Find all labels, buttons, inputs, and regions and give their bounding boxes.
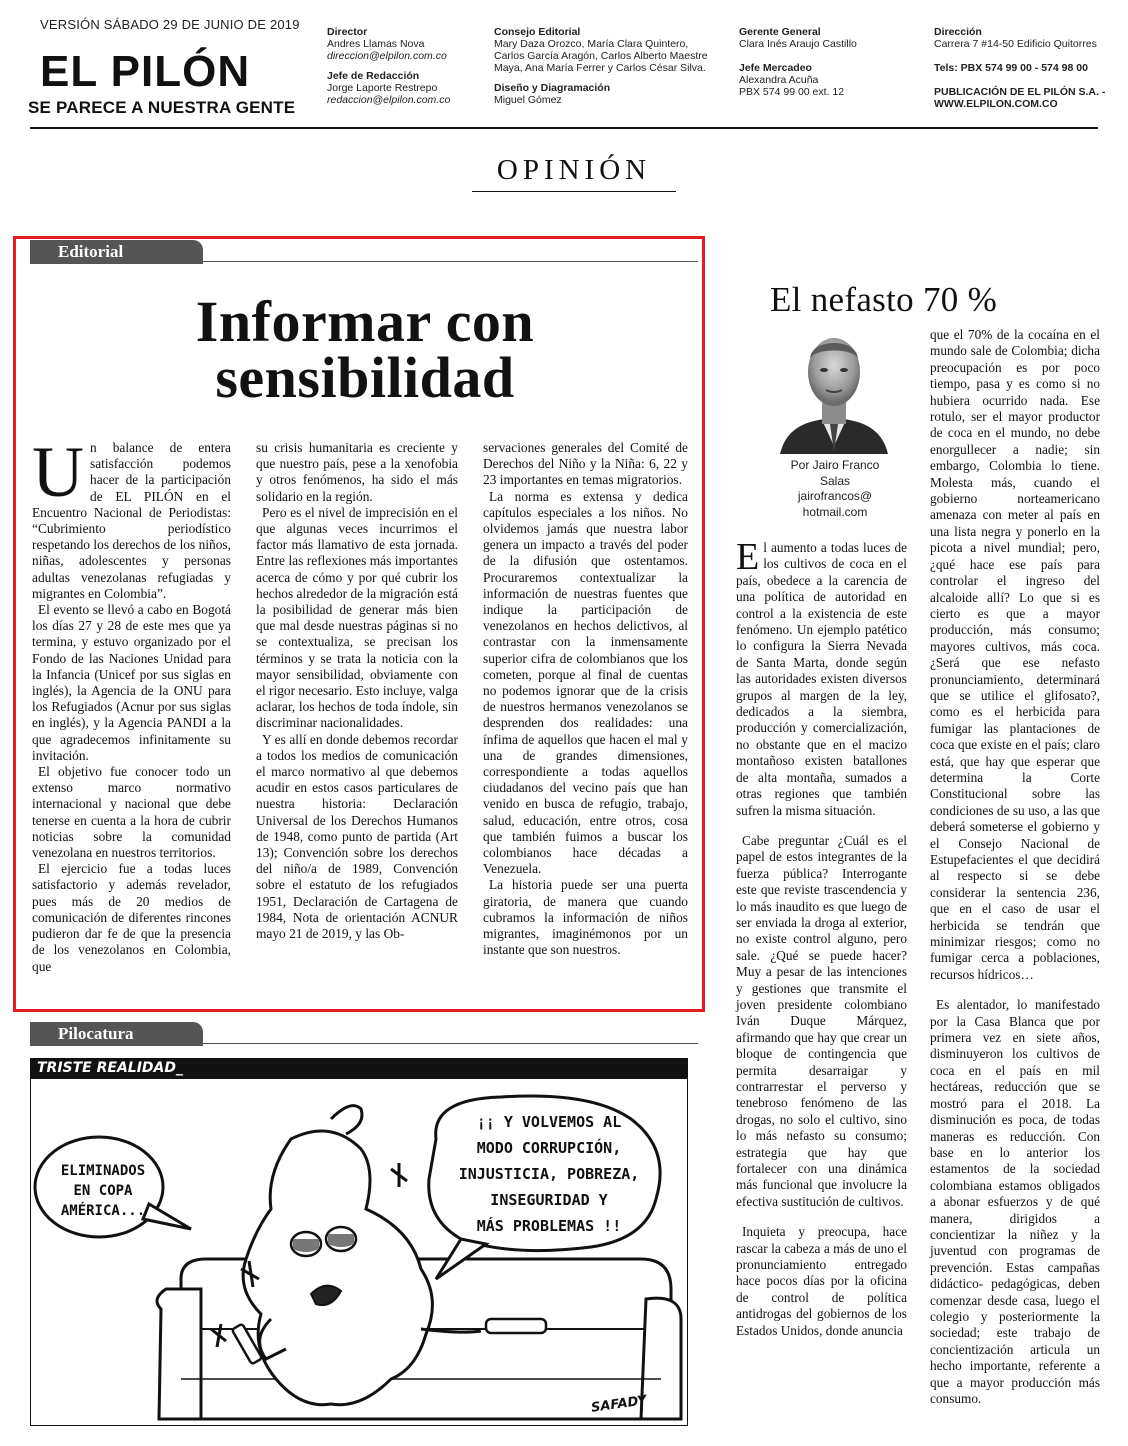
editorial-paragraph: Y es allí en donde debemos recordar a todos los medios de comunicación el marco normativo al que debemos acudir en estos casos particulares de nuestra historia: Declaración Universal de los Derechos Humanos de 1948, como punto de partida (Art 13); Convención sobre los derechos del niño/a de 1989, Convención sobre el estatuto de los refugiados 1951, Declaración de Cartagena de 1984, Nota de orientación ACNUR mayo 21 de 2019, y las Ob-: [256, 731, 458, 942]
editorial-paragraph: El ejercicio fue a todas luces satisfactorio y además revelador, pues más de 20 medios de comunicación de diferentes rincones pudieron dar fe de que la presencia de los venezolanos en Colombia, que: [32, 861, 231, 974]
bubble-right-line: MODO CORRUPCIÓN,: [476, 1139, 622, 1157]
section-title-underline: [472, 191, 676, 192]
diseno-name: Miguel Gómez: [494, 94, 562, 106]
headline-line-1: Informar con: [195, 289, 535, 354]
mercadeo-phone: PBX 574 99 00 ext. 12: [739, 86, 845, 98]
opinion-paragraph: l aumento a todas luces de los cultivos de coca en el país, obedece a la carencia de una política de autoridad en control a la existencia de este fenómeno. Un ejemplo patético lo configura la Sierra Nevada de Santa Marta, donde según las autoridades existen diversos grupos al margen de la ley, dedicados a la siembra, producción y comercialización, no obstante que en el macizo montañoso existen batallones de alta montaña, sumados a otras regiones que también sufren la misma situación.: [736, 540, 907, 818]
director-email: direccion@elpilon.com.co: [327, 50, 447, 62]
cartoon-tab-bar: [30, 1022, 698, 1044]
edition-date: VERSIÓN SÁBADO 29 DE JUNIO DE 2019: [40, 17, 300, 32]
publicacion: PUBLICACIÓN DE EL PILÓN S.A. -: [934, 86, 1106, 98]
byline-author-1: Por Jairo Franco: [790, 458, 880, 472]
direccion-label: Dirección: [934, 26, 982, 38]
bubble-right-line: ¡¡ Y VOLVEMOS AL: [476, 1113, 622, 1131]
consejo-names-2: Carlos García Aragón, Carlos Alberto Maestre: [494, 50, 708, 62]
opinion-paragraph: Inquieta y preocupa, hace rascar la cabeza a más de uno el pronunciamiento entregado hace pocos días por la oficina de control de política antidrogas del gobiernos de los Estados Unidos, donde anuncia: [736, 1224, 907, 1338]
bubble-right-line: INJUSTICIA, POBREZA,: [458, 1165, 640, 1183]
opinion-paragraph: Es alentador, lo manifestado por la Casa Blanca que por primera vez en siete años, disminuyeron los cultivos de coca en el país en mil hectáreas, reducción que se mostró para el 2018. La disminución es poca, de todas maneras es reducción. Con base en lo anterior los estamentos de la sociedad colombiana estamos obligados a abonar esfuerzos y de qué manera, dirigidos a concientizar la niñez y la juventud con programas de prevención. Estas campañas didáctico- pedagógicas, deben comenzar desde casa, luego el colegio y posteriormente la sociedad; este trabajo de concientización articula un hecho importante, referente a que a mayor producción más consumo.: [930, 997, 1100, 1406]
editorial-column-3: [483, 440, 688, 959]
editorial-paragraph: n balance de entera satisfacción podemos hacer de la participación de EL PILÓN en el Encuentro Nacional de Periodistas: “Cubrimiento periodístico respetando los derechos de los niños, niñas, adolescentes y personas adultas venezolanas refugiadas y migrantes en Colombia”.: [32, 440, 231, 601]
masthead-divider: [30, 127, 1098, 129]
editorial-tab: Editorial: [30, 240, 203, 264]
telephones: Tels: PBX 574 99 00 - 574 98 00: [934, 62, 1088, 74]
opinion-paragraph: Cabe preguntar ¿Cuál es el papel de estos integrantes de la fuerza pública? Interrogante este que reviste trascendencia y lo más inaudito es que luego de ser enviada la droga al exterior, no existe control alguno, pero sale. ¿Qué se puede hacer? Muy a pesar de las intenciones y gestiones que transmite el joven presidente colombiano Iván Duque Márquez, afirmando que hay que crear un bloque de contingencia que permita desarraigar y contrarrestar el perverso y tenebroso fenómeno de las drogas, no solo el cultivo, sino lo más nefasto su consumo; estrategia que hay que fortalecer con una dinámica más funcional que involucre la efectiva sustitución de cultivos.: [736, 832, 907, 1209]
newspaper-logo: EL PILÓN: [40, 47, 251, 96]
cartoon-banner: [31, 1059, 687, 1079]
gerente-name: Clara Inés Araujo Castillo: [739, 38, 857, 50]
editorial-headline: [30, 289, 700, 410]
opinion-column-2: [930, 327, 1100, 1407]
editorial-paragraph: El objetivo fue conocer todo un extenso marco normativo internacional y nacional que debe tenerse en cuenta a la hora de cubrir noticias sobre la comunidad venezolana en nuestros territorios.: [32, 764, 231, 861]
opinion-column-1: [736, 536, 907, 1339]
staff-director-block: [327, 26, 487, 114]
consejo-label: Consejo Editorial: [494, 26, 581, 38]
director-label: Director: [327, 26, 368, 38]
bubble-left-line: ELIMINADOS: [60, 1163, 146, 1179]
editorial-paragraph: La historia puede ser una puerta giratoria, de manera que cuando cubramos la información de niños migrantes, imaginémonos por un instante que son nuestros.: [483, 877, 688, 958]
bubble-right-line: INSEGURIDAD Y: [490, 1191, 608, 1209]
staff-direccion-block: [934, 26, 1114, 110]
diseno-label: Diseño y Diagramación: [494, 82, 611, 94]
cartoon-banner-text: TRISTE REALIDAD_: [37, 1060, 183, 1076]
editorial-cartoon: [30, 1058, 688, 1426]
opinion-paragraph: que el 70% de la cocaína en el mundo sale de Colombia; dicha preocupación es por poco tiempo, pasa y es como si no hubiera ocurrido nada. Ese rotulo, ser el mayor productor de coca en el mundo, no debe enorgullecer a nadie; sin embargo, Colombia lo tiene. Molesta más, cuando el gobierno norteamericano amenaza con meter al país en una lista negra y ponerlo en la picota a nivel mundial; pero, ¿qué hace ese país para controlar el ingreso del alcaloide allí? Lo que si es cierto es que a mayor producción, más consumo; mayores cultivos, más coca. ¿Será que ese nefasto pronunciamiento, determinará que se utilice el glifosato?, como es el herbicida para fumigar las plantaciones de coca que existe en el país; claro está, que hay que esperar que determina la Corte Constitucional sobre las condiciones de su uso, a las que deberá someterse el gobierno y el Consejo Nacional de Estupefacientes el que decidirá al respecto si se debe considerar la sentencia 236, que en el caso de usar el herbicida se tendrán que minimizar riesgos; como no fumigar cerca a poblaciones, recursos hídricos…: [930, 327, 1100, 982]
bubble-right-line: MÁS PROBLEMAS !!: [476, 1217, 622, 1235]
cartoon-bubble-right: [429, 1109, 669, 1239]
newspaper-slogan: SE PARECE A NUESTRA GENTE: [28, 98, 296, 117]
section-title: OPINIÓN: [496, 154, 652, 186]
jefe-redaccion-name: Jorge Laporte Restrepo: [327, 82, 438, 94]
mercadeo-name: Alexandra Acuña: [739, 74, 819, 86]
editorial-paragraph: su crisis humanitaria es creciente y que nuestro país, pese a la xenofobia y otros fenómenos, ha sido el más solidario en la región.: [256, 440, 458, 504]
consejo-names-1: Mary Daza Orozco, María Clara Quintero,: [494, 38, 689, 50]
bubble-left-line: EN COPA: [73, 1183, 133, 1199]
mercadeo-label: Jefe Mercadeo: [739, 62, 812, 74]
consejo-names-3: Maya, Ana María Ferrer y Carlos César Silva.: [494, 62, 706, 74]
editorial-tab-line: [30, 261, 698, 262]
cartoon-tab: Pilocatura: [30, 1022, 203, 1046]
editorial-column-2: [256, 440, 458, 942]
cartoon-signature: SAFADY: [590, 1393, 648, 1416]
editorial-dropcap: U: [32, 432, 84, 512]
editorial-paragraph: El evento se llevó a cabo en Bogotá los días 27 y 28 de este mes que ya termina, y estuvo organizado por el Fondo de las Naciones Unidad para la Infancia (Unicef por sus siglas en inglés), la Agencia de la ONU para los Refugiados (Acnur por sus siglas en inglés), y la Agencia PANDI a la que agradecemos infinitamente su invitación.: [32, 602, 231, 763]
bubble-left-line: AMÉRICA...: [60, 1203, 146, 1219]
editorial-paragraph: servaciones generales del Comité de Derechos del Niño y la Niña: 6, 22 y 23 importantes en temas migratorios.: [483, 440, 688, 488]
byline-email-1[interactable]: jairofrancos@: [797, 489, 873, 503]
director-name: Andres Llamas Nova: [327, 38, 425, 50]
byline-email-2[interactable]: hotmail.com: [802, 504, 868, 519]
website[interactable]: WWW.ELPILON.COM.CO: [934, 98, 1058, 110]
editorial-paragraph: Pero es el nivel de imprecisión en el que algunas veces incurrimos el factor más llamativo de esta jornada. Entre las reflexiones más importantes acerca de cómo y por qué cubrir los hechos alrededor de la migración está la posibilidad de generar más bien que mal desde nuestras páginas si no se contextualiza, se precisan los términos y se trata la noticia con la mayor sensibilidad, obviamente con el rigor necesario. Esto incluye, valga aclarar, los hechos de toda índole, sin discriminar nacionalidades.: [256, 504, 458, 731]
staff-consejo-block: [494, 26, 724, 106]
editorial-tab-bar: [30, 240, 698, 262]
opinion-byline: [760, 458, 910, 520]
editorial-paragraph: La norma es extensa y dedica capítulos especiales a los niños. No olvidemos jamás que nuestra labor genera un impacto a través del poder de la difusión que ostentamos. Procuraremos contextualizar la información de nuestras fuentes que indique la participación de venezolanos en hechos delictivos, al contrastar con la inmensamente superior cifra de colombianos que los cometen, porque al final de cuentas no podemos ignorar que de la crisis de nuestros hermanos venezolanos se desprenden dos realidades: una ínfima de aquellos que hacen el mal y una de grandes dimensiones, correspondiente a todas aquellos ciudadanos del vecino país que han venido en busca de refugio, trabajo, salud, educación, entre otros, cosa que también fuimos a buscar los colombianos hace décadas a Venezuela.: [483, 488, 688, 877]
byline-author-2: Salas: [819, 473, 851, 488]
jefe-redaccion-email: redaccion@elpilon.com.co: [327, 94, 451, 106]
columnist-photo: [772, 328, 896, 454]
gerente-label: Gerente General: [739, 26, 821, 38]
direccion-value: Carrera 7 #14-50 Edificio Quitorres: [934, 38, 1097, 50]
opinion-dropcap: E: [736, 536, 760, 578]
editorial-column-1: [32, 432, 231, 975]
jefe-redaccion-label: Jefe de Redacción: [327, 70, 420, 82]
opinion-title: El nefasto 70 %: [770, 280, 998, 319]
headline-line-2: sensibilidad: [215, 345, 515, 410]
cartoon-bubble-left: [43, 1161, 163, 1221]
staff-gerencia-block: [739, 26, 919, 98]
